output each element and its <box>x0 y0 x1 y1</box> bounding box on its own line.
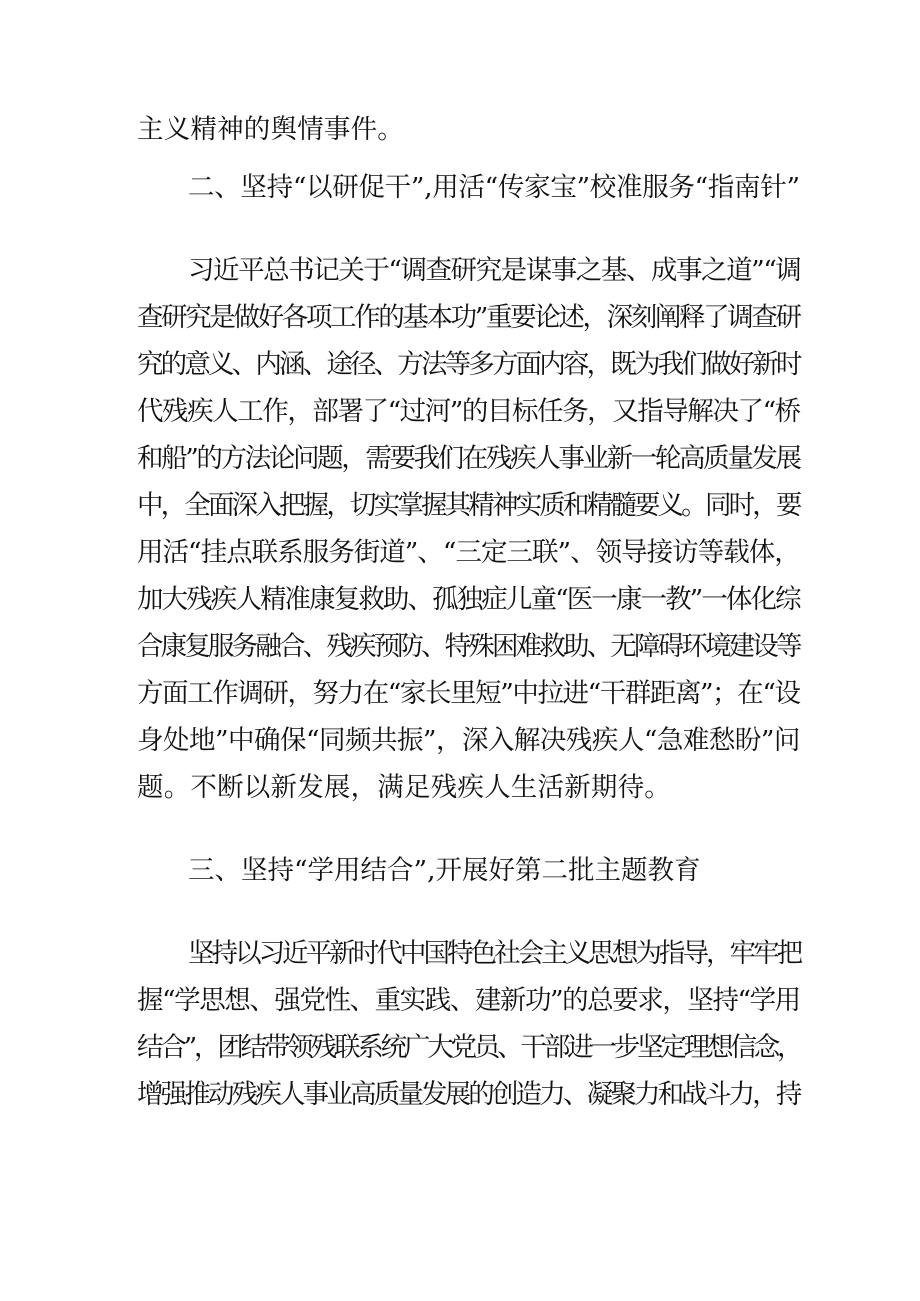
section-3-paragraph-line: 结合”，团结带领残联系统广大党员、干部进一步坚定理想信念， <box>137 1032 801 1063</box>
section-2-paragraph-line: 查研究是做好各项工作的基本功”重要论述，深刻阐释了调查研 <box>137 302 800 333</box>
section-3-heading: 三、坚持“学用结合”,开展好第二批主题教育 <box>188 855 701 886</box>
section-2-paragraph-line: 合康复服务融合、残疾预防、特殊困难救助、无障碍环境建设等 <box>137 631 800 662</box>
section-2-paragraph-line: 方面工作调研，努力在“家长里短”中拉进“干群距离”；在“设 <box>137 678 800 709</box>
section-2-paragraph-line: 代残疾人工作，部署了“过河”的目标任务，又指导解决了“桥 <box>137 396 800 427</box>
section-3-paragraph-line: 握“学思想、强党性、重实践、建新功”的总要求，坚持“学用 <box>137 985 800 1016</box>
section-2-paragraph-line: 中，全面深入把握，切实掌握其精神实质和精髓要义。同时，要 <box>137 490 800 521</box>
section-2-paragraph-line: 加大残疾人精准康复救助、孤独症儿童“医一康一教”一体化综 <box>137 584 800 615</box>
section-2-paragraph-line: 究的意义、内涵、途径、方法等多方面内容，既为我们做好新时 <box>137 349 800 380</box>
continuation-line: 主义精神的舆情事件。 <box>137 114 404 145</box>
section-2-heading: 二、坚持“以研促干”,用活“传家宝”校准服务“指南针” <box>188 172 800 203</box>
section-3-paragraph-line: 坚持以习近平新时代中国特色社会主义思想为指导，牢牢把 <box>188 938 801 969</box>
section-2-paragraph-line: 身处地”中确保“同频共振”，深入解决残疾人“急难愁盼”问 <box>137 725 800 756</box>
section-2-paragraph-line: 和船”的方法论问题，需要我们在残疾人事业新一轮高质量发展 <box>137 443 800 474</box>
section-2-paragraph-line: 习近平总书记关于“调查研究是谋事之基、成事之道”“调 <box>188 255 801 286</box>
section-2-paragraph-line: 题。不断以新发展，满足残疾人生活新期待。 <box>137 772 671 803</box>
section-2-paragraph-line: 用活“挂点联系服务街道”、“三定三联”、领导接访等载体， <box>137 537 800 568</box>
section-3-paragraph-line: 增强推动残疾人事业高质量发展的创造力、凝聚力和战斗力，持 <box>137 1079 800 1110</box>
